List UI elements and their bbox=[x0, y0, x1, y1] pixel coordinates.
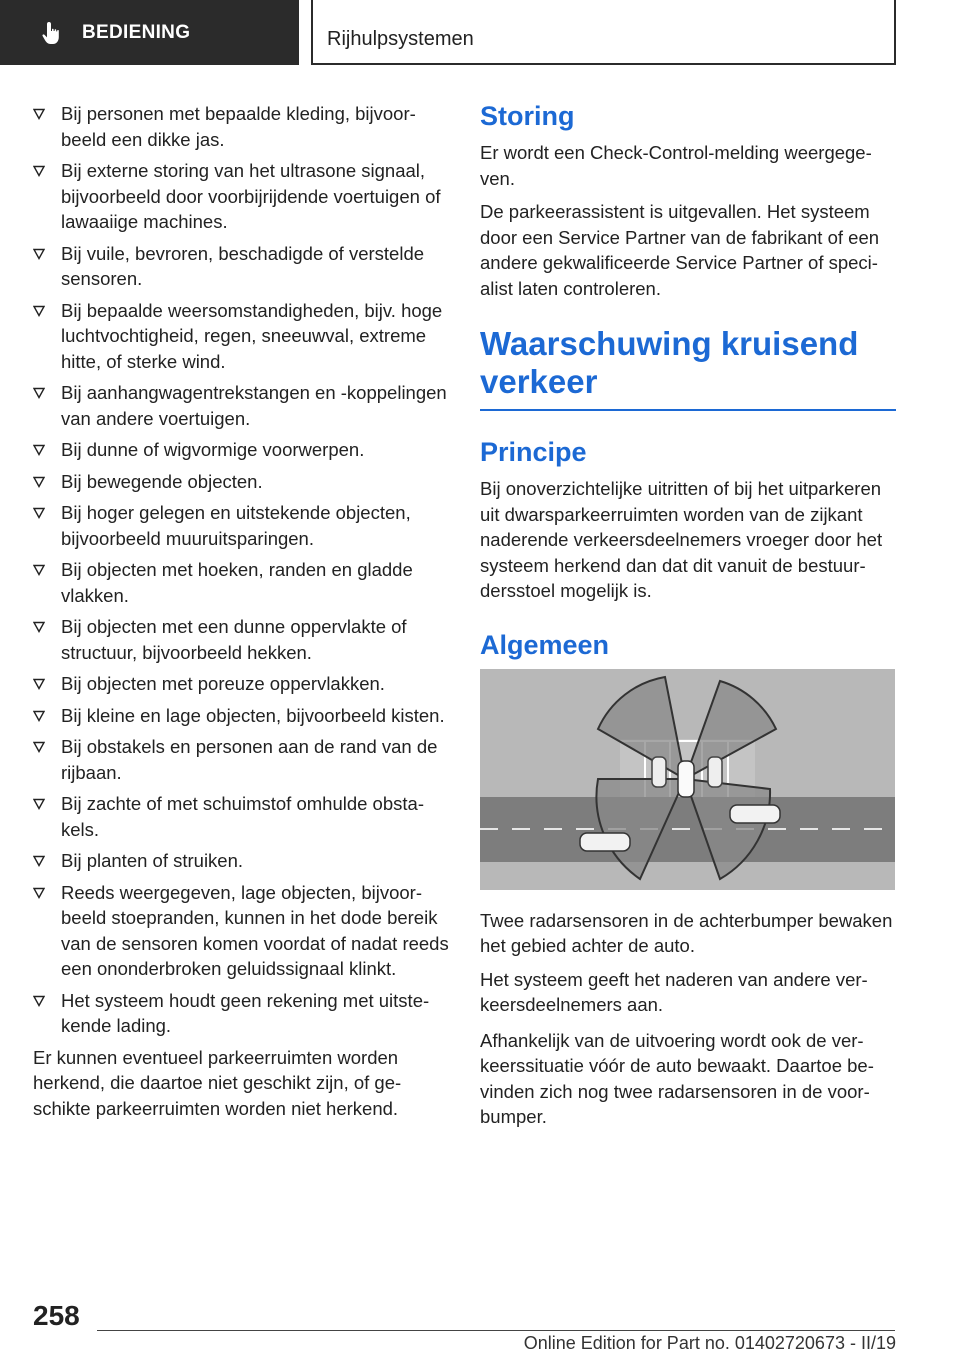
list-item-text: Bij objecten met hoeken, randen en gladde vlakken. bbox=[61, 559, 413, 606]
algemeen-paragraph-1: Twee radarsensoren in de achterbumper bewaken het gebied achter de auto. bbox=[480, 909, 893, 956]
triangle-bullet-icon bbox=[33, 387, 45, 399]
list-item bbox=[33, 158, 449, 235]
list-item-text: Bij obstakels en personen aan de rand van de rijbaan. bbox=[61, 736, 438, 783]
list-item bbox=[33, 703, 449, 729]
triangle-bullet-icon bbox=[33, 564, 45, 576]
list-item-text: Bij planten of struiken. bbox=[61, 850, 244, 871]
hand-pointer-icon bbox=[38, 19, 66, 47]
triangle-bullet-icon bbox=[33, 798, 45, 810]
algemeen-paragraph-3: Afhankelijk van de uitvoering wordt ook de verkeerssituatie vóór de auto bewaakt. Daartoe bevinden zich nog twee radarsensoren in de voorbumper. bbox=[480, 1029, 874, 1127]
triangle-bullet-icon bbox=[33, 710, 45, 722]
list-item-text: Bij vuile, bevroren, beschadigde of verstelde sensoren. bbox=[61, 242, 425, 289]
list-item bbox=[33, 241, 449, 292]
list-item-text: Bij personen met bepaalde kleding, bijvoorbeeld een dikke jas. bbox=[61, 103, 416, 150]
triangle-bullet-icon bbox=[33, 621, 45, 633]
triangle-bullet-icon bbox=[33, 476, 45, 488]
triangle-bullet-icon bbox=[33, 855, 45, 867]
list-item bbox=[33, 734, 449, 785]
principe-paragraph: Bij onoverzichtelijke uitritten of bij het uitparkeren uit dwarsparkeerruimten worden van de zijkant naderende verkeersdeelnemers vroeger door het systeem herkend dan dat dit vanuit de bestuurdersstoel mogelijk is. bbox=[480, 478, 883, 601]
list-item-text: Bij externe storing van het ultrasone signaal, bijvoorbeeld door voorbijrijdende voertuigen of lawaaiige machines. bbox=[61, 160, 441, 232]
heading-algemeen: Algemeen bbox=[480, 629, 610, 660]
triangle-bullet-icon bbox=[33, 507, 45, 519]
list-item-text: Bij aanhangwagentrekstangen en -koppelingen van andere voertuigen. bbox=[61, 382, 447, 429]
right-column bbox=[480, 101, 896, 1138]
list-item bbox=[33, 380, 449, 431]
section-label: BEDIENING bbox=[82, 21, 191, 43]
triangle-bullet-icon bbox=[33, 444, 45, 456]
header-section-tab bbox=[0, 0, 299, 65]
list-item bbox=[33, 557, 449, 608]
list-item-text: Bij objecten met een dunne oppervlakte of structuur, bijvoorbeeld hekken. bbox=[61, 616, 407, 663]
edition-text: Online Edition for Part no. 01402720673 - II/19 bbox=[523, 1333, 896, 1353]
list-item bbox=[33, 437, 449, 463]
list-item bbox=[33, 101, 449, 152]
limitations-list bbox=[33, 101, 449, 1039]
triangle-bullet-icon bbox=[33, 305, 45, 317]
list-item bbox=[33, 791, 449, 842]
triangle-bullet-icon bbox=[33, 108, 45, 120]
triangle-bullet-icon bbox=[33, 887, 45, 899]
list-item bbox=[33, 988, 449, 1039]
heading-storing: Storing bbox=[480, 101, 575, 131]
closing-paragraph: Er kunnen eventueel parkeerruimten worden herkend, die daartoe niet geschikt zijn, of geschikte parkeerruimten worden niet herkend. bbox=[33, 1046, 402, 1119]
storing-paragraph-1: Er wordt een Check-Control-melding weergegeven. bbox=[480, 142, 872, 189]
list-item-text: Bij bewegende objecten. bbox=[61, 470, 263, 492]
cross-traffic-illustration bbox=[480, 669, 895, 890]
algemeen-paragraph-2: Het systeem geeft het naderen van andere verkeersdeelnemers aan. bbox=[480, 968, 868, 1015]
list-item bbox=[33, 298, 449, 375]
list-item-text: Het systeem houdt geen rekening met uitstekende lading. bbox=[61, 989, 430, 1036]
list-item-text: Bij dunne of wigvormige voorwerpen. bbox=[61, 439, 365, 460]
list-item bbox=[33, 469, 449, 495]
heading-main: Waarschuwing kruisend verkeer bbox=[480, 325, 896, 411]
triangle-bullet-icon bbox=[33, 678, 45, 690]
list-item bbox=[33, 880, 449, 982]
heading-principe: Principe bbox=[480, 437, 587, 467]
list-item-text: Bij kleine en lage objecten, bijvoorbeeld kisten. bbox=[61, 704, 445, 726]
list-item-text: Bij hoger gelegen en uitstekende objecten, bijvoorbeeld muuruitsparingen. bbox=[61, 502, 411, 549]
list-item-text: Bij bepaalde weersomstandigheden, bijv. hoge luchtvochtigheid, regen, sneeuwval, extreme hitte, of sterke wind. bbox=[61, 299, 443, 372]
list-item bbox=[33, 500, 449, 551]
triangle-bullet-icon bbox=[33, 995, 45, 1007]
list-item-text: Bij zachte of met schuimstof omhulde obstakels. bbox=[61, 793, 424, 840]
chapter-title: Rijhulpsystemen bbox=[327, 28, 474, 50]
list-item bbox=[33, 614, 449, 665]
triangle-bullet-icon bbox=[33, 248, 45, 260]
footer-divider bbox=[97, 1330, 895, 1331]
list-item-text: Bij objecten met poreuze oppervlakken. bbox=[61, 673, 385, 694]
header-chapter-box bbox=[311, 0, 896, 65]
storing-paragraph-2: De parkeerassistent is uitgevallen. Het systeem door een Service Partner van de fabrikant of een andere gekwalificeerde Service Partner of specialist laten controleren. bbox=[480, 201, 880, 299]
illustration-svg bbox=[480, 669, 895, 890]
list-item bbox=[33, 848, 449, 874]
triangle-bullet-icon bbox=[33, 165, 45, 177]
list-item-text: Reeds weergegeven, lage objecten, bijvoorbeeld stoepranden, kunnen in het dode bereik van de sensoren komen voordat of nadat reeds een ononderbroken geluidssignaal klinkt. bbox=[61, 881, 449, 979]
triangle-bullet-icon bbox=[33, 741, 45, 753]
page-number: 258 bbox=[33, 1300, 80, 1331]
list-item bbox=[33, 671, 449, 697]
left-column bbox=[33, 101, 449, 1129]
